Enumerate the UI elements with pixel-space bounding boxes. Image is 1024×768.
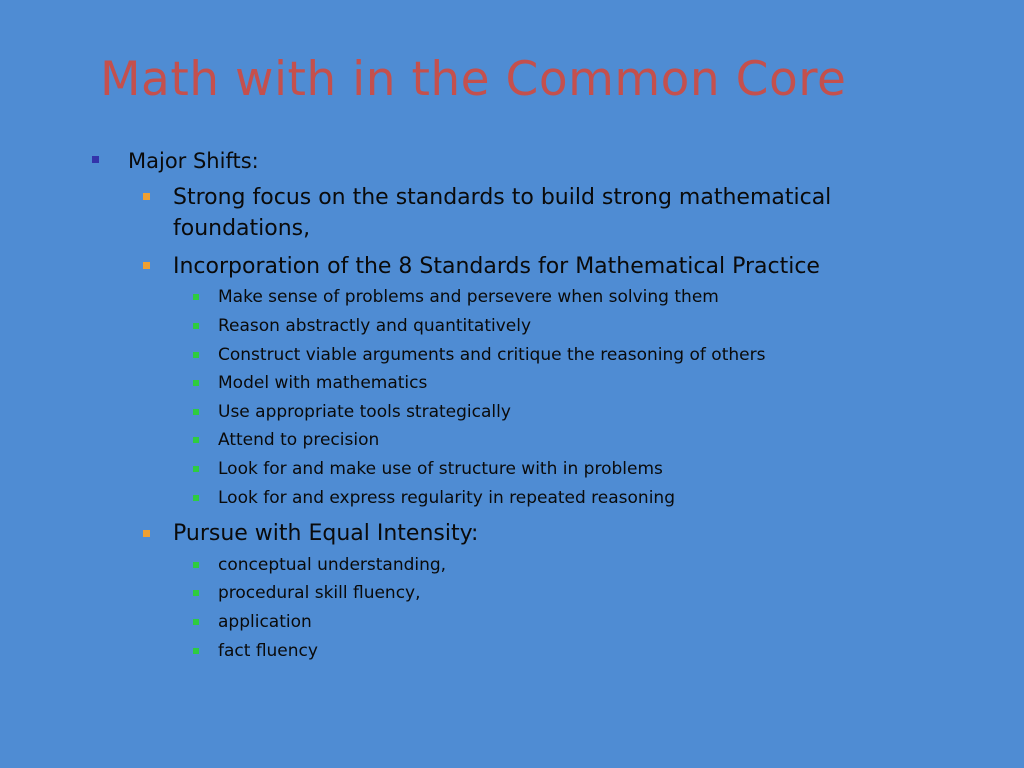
practice-item: Reason abstractly and quantitatively [218, 316, 532, 336]
practice-item: Look for and make use of structure with in problems [218, 459, 663, 479]
intensity-item: conceptual understanding, [218, 555, 447, 575]
practice-item: Attend to precision [218, 430, 380, 450]
square-bullet-icon [193, 352, 199, 358]
square-bullet-icon [92, 156, 99, 163]
square-bullet-icon [143, 262, 150, 269]
practice-item: Look for and express regularity in repeated reasoning [218, 488, 675, 508]
square-bullet-icon [193, 323, 199, 329]
square-bullet-icon [193, 590, 199, 596]
shift-strong-focus-line1: Strong focus on the standards to build strong mathematical [173, 185, 832, 210]
shift-incorporation: Incorporation of the 8 Standards for Mathematical Practice [173, 254, 820, 279]
practice-item: Construct viable arguments and critique the reasoning of others [218, 345, 766, 365]
square-bullet-icon [193, 562, 199, 568]
square-bullet-icon [193, 619, 199, 625]
shift-equal-intensity: Pursue with Equal Intensity: [173, 521, 479, 546]
slide-title: Math with in the Common Core [100, 52, 847, 107]
square-bullet-icon [193, 648, 199, 654]
square-bullet-icon [193, 409, 199, 415]
shift-strong-focus-line2: foundations, [173, 216, 311, 241]
practice-item: Model with mathematics [218, 373, 428, 393]
square-bullet-icon [193, 495, 199, 501]
square-bullet-icon [193, 294, 199, 300]
intensity-item: fact fluency [218, 641, 318, 661]
square-bullet-icon [143, 193, 150, 200]
square-bullet-icon [193, 380, 199, 386]
intensity-item: application [218, 612, 312, 632]
square-bullet-icon [193, 437, 199, 443]
square-bullet-icon [193, 466, 199, 472]
intensity-item: procedural skill fluency, [218, 583, 421, 603]
square-bullet-icon [143, 530, 150, 537]
major-shifts-heading: Major Shifts: [128, 149, 259, 173]
practice-item: Make sense of problems and persevere when solving them [218, 287, 719, 307]
practice-item: Use appropriate tools strategically [218, 402, 511, 422]
